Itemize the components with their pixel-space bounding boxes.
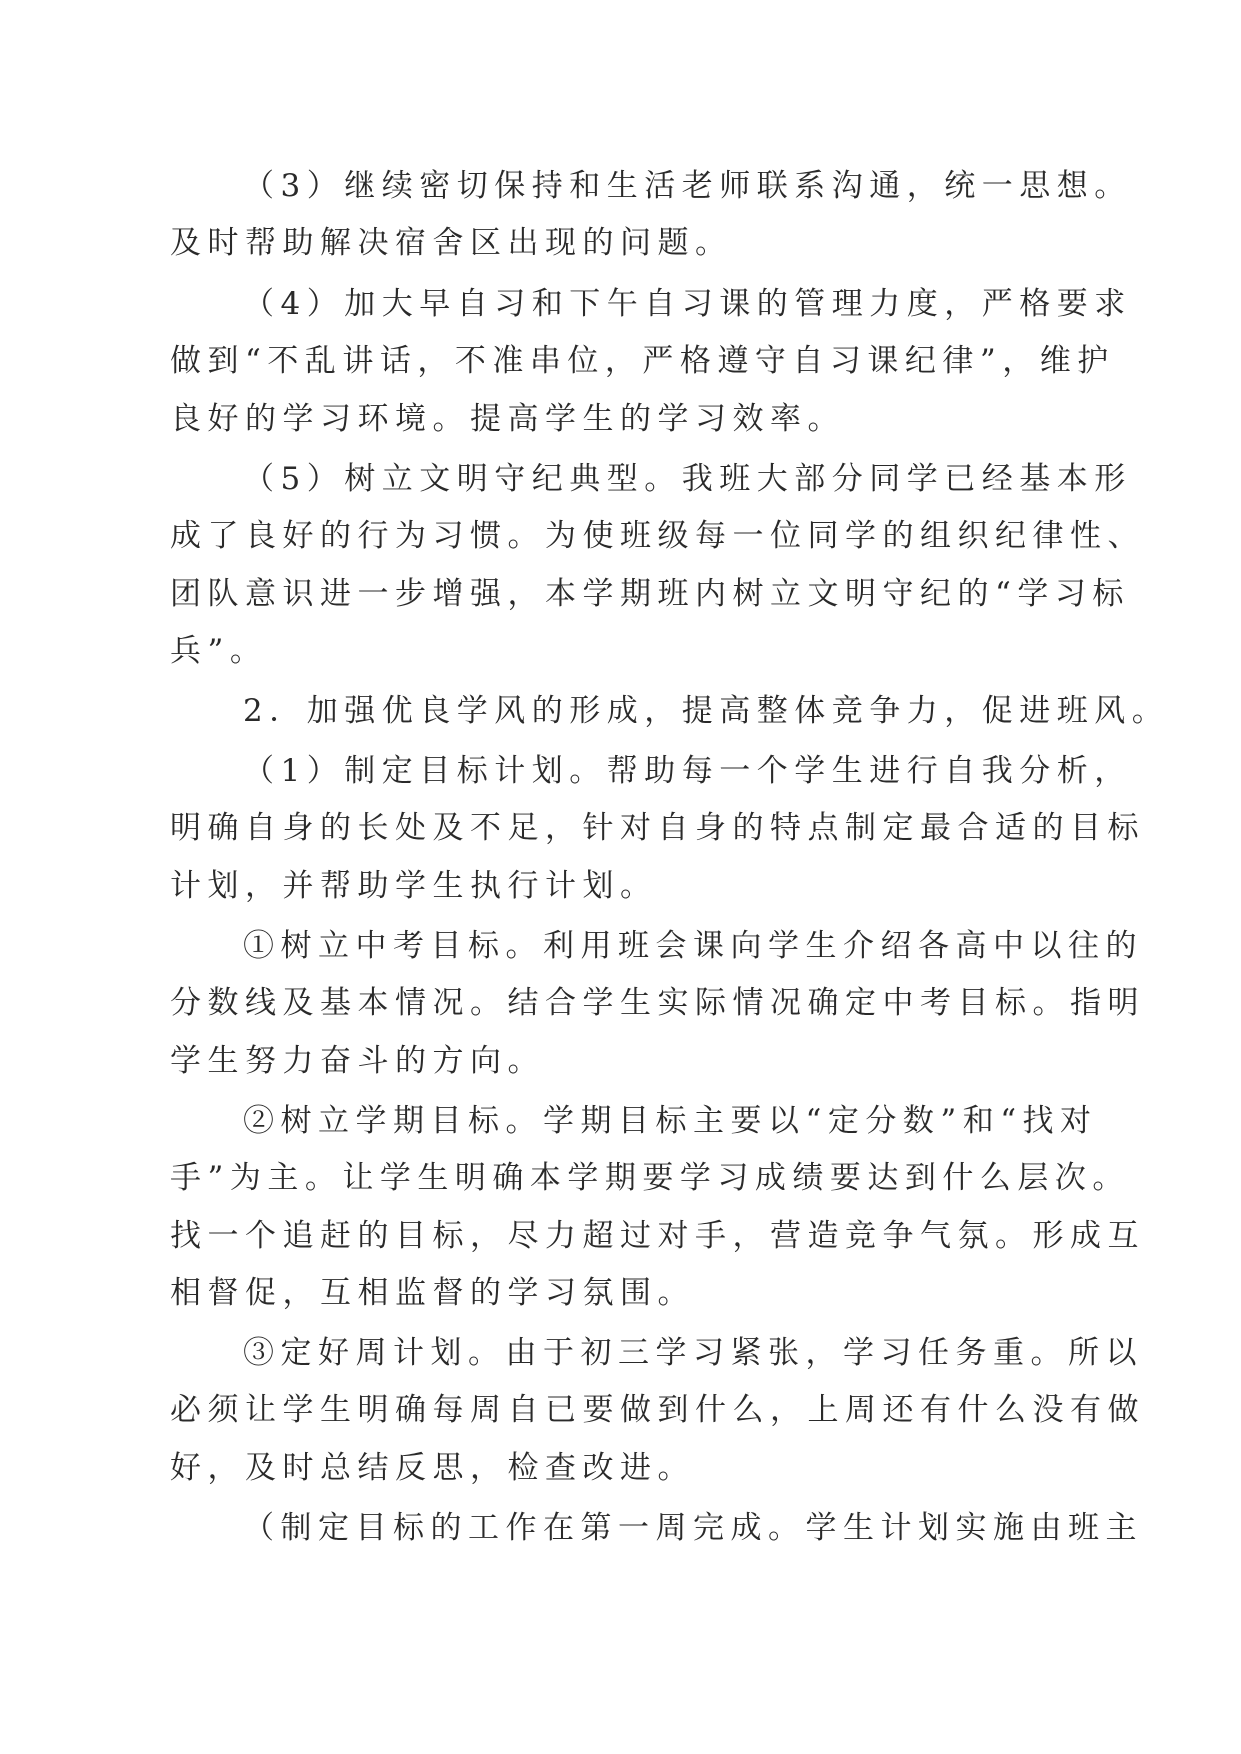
text-line-3: （4）加大早自习和下午自习课的管理力度，严格要求 (243, 286, 1132, 322)
text-line-10: 2．加强优良学风的形成，提高整体竞争力，促进班风。 (243, 693, 1170, 729)
text-line-23: 好，及时总结反思，检查改进。 (170, 1450, 695, 1486)
text-line-24: （制定目标的工作在第一周完成。学生计划实施由班主 (243, 1510, 1143, 1546)
text-line-21: ③定好周计划。由于初三学习紧张，学习任务重。所以 (243, 1335, 1143, 1371)
text-line-8: 团队意识进一步增强，本学期班内树立文明守纪的“学习标 (170, 576, 1130, 612)
text-line-15: 分数线及基本情况。结合学生实际情况确定中考目标。指明 (170, 985, 1145, 1021)
text-line-17: ②树立学期目标。学期目标主要以“定分数”和“找对 (243, 1103, 1098, 1139)
text-line-18: 手”为主。让学生明确本学期要学习成绩要达到什么层次。 (170, 1160, 1130, 1196)
text-line-13: 计划，并帮助学生执行计划。 (170, 868, 658, 904)
text-line-22: 必须让学生明确每周自已要做到什么，上周还有什么没有做 (170, 1392, 1145, 1428)
text-line-14: ①树立中考目标。利用班会课向学生介绍各高中以往的 (243, 928, 1143, 964)
text-line-11: （1）制定目标计划。帮助每一个学生进行自我分析， (243, 753, 1132, 789)
text-line-16: 学生努力奋斗的方向。 (170, 1043, 545, 1079)
text-line-7: 成了良好的行为习惯。为使班级每一位同学的组织纪律性、 (170, 518, 1145, 554)
text-line-5: 良好的学习环境。提高学生的学习效率。 (170, 401, 845, 437)
text-line-6: （5）树立文明守纪典型。我班大部分同学已经基本形 (243, 461, 1132, 497)
text-line-1: （3）继续密切保持和生活老师联系沟通，统一思想。 (243, 168, 1132, 204)
text-line-19: 找一个追赶的目标，尽力超过对手，营造竞争气氛。形成互 (170, 1218, 1145, 1254)
text-line-12: 明确自身的长处及不足，针对自身的特点制定最合适的目标 (170, 810, 1145, 846)
text-line-4: 做到“不乱讲话，不准串位，严格遵守自习课纪律”，维护 (170, 343, 1115, 379)
text-line-20: 相督促，互相监督的学习氛围。 (170, 1275, 695, 1311)
text-line-9: 兵”。 (170, 633, 268, 669)
text-line-2: 及时帮助解决宿舍区出现的问题。 (170, 225, 733, 261)
